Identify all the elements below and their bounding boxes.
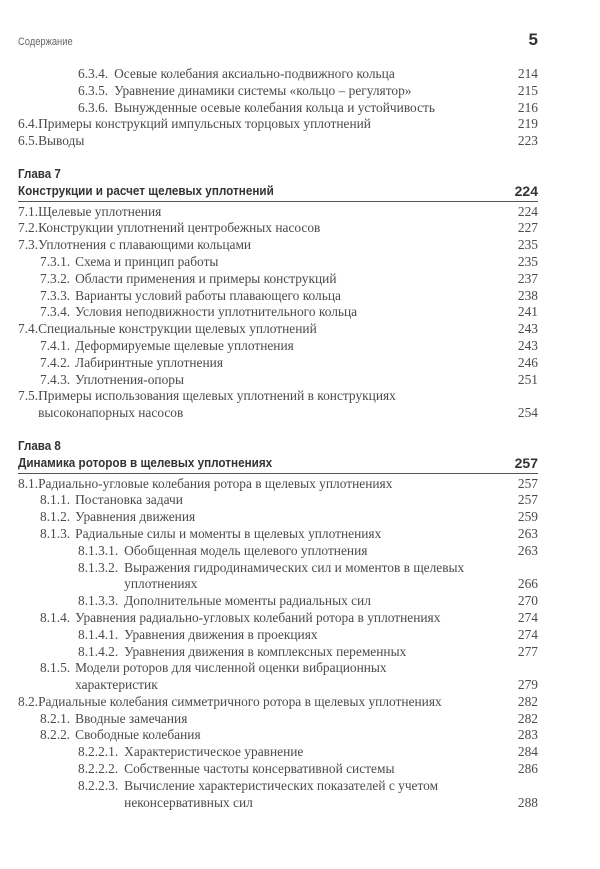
entry-page: 257: [517, 475, 538, 491]
entry-title-wrap: [18, 83, 498, 100]
toc-entry[interactable]: [18, 660, 538, 694]
entry-title: Собственные частоты консервативной системы: [124, 761, 395, 777]
entry-title-wrap: [18, 761, 498, 778]
entry-page: 223: [517, 133, 538, 149]
toc-entry[interactable]: [18, 610, 538, 627]
toc-entry[interactable]: [18, 526, 538, 543]
entry-title: Специальные конструкции щелевых уплотнений: [38, 321, 317, 337]
toc-entry[interactable]: [18, 560, 538, 594]
entry-page: 283: [517, 727, 538, 743]
toc-entry[interactable]: [18, 271, 538, 288]
entry-number: 8.1.4.2.: [78, 643, 119, 659]
entry-title-wrap: [18, 610, 498, 627]
entry-title: Уравнения движения в проекциях: [124, 626, 318, 642]
entry-title-wrap: [18, 133, 498, 150]
entry-title-wrap: [18, 644, 498, 661]
entry-page: 216: [517, 99, 538, 115]
entry-title-wrap: [18, 204, 498, 221]
entry-number: 8.2.1.: [40, 710, 71, 726]
toc-entry[interactable]: [18, 83, 538, 100]
toc-entry[interactable]: [18, 304, 538, 321]
entry-title: Вводные замечания: [75, 710, 188, 726]
entry-title-wrap: [18, 388, 498, 422]
entry-page: 241: [517, 304, 538, 320]
entry-page: 238: [517, 287, 538, 303]
entry-number: 6.3.4.: [78, 66, 109, 81]
entry-number: 7.4.: [18, 321, 39, 337]
entry-title-wrap: [18, 694, 498, 711]
chapter-label: Глава 8: [18, 438, 61, 453]
entry-number: 8.1.3.1.: [78, 542, 119, 558]
entry-title: Свободные колебания: [75, 727, 201, 743]
entry-number: 8.1.4.: [40, 609, 71, 625]
toc-entry[interactable]: [18, 509, 538, 526]
entry-number: 6.3.6.: [78, 99, 109, 115]
entry-title: Схема и принцип работы: [75, 253, 219, 269]
entry-title: Уравнения движения: [75, 509, 196, 525]
toc-entry[interactable]: [18, 237, 538, 254]
entry-title: Условия неподвижности уплотнительного кольца: [75, 304, 358, 320]
entry-title-wrap: [18, 338, 498, 355]
entry-page: 282: [517, 710, 538, 726]
entry-page: 266: [517, 576, 538, 592]
entry-number: 7.4.1.: [40, 337, 71, 353]
page-number: 5: [528, 30, 538, 49]
entry-number: 7.3.2.: [40, 270, 71, 286]
entry-number: 6.3.5.: [78, 82, 109, 98]
entry-page: 274: [517, 609, 538, 625]
entry-title-wrap: [18, 509, 498, 526]
toc-entry[interactable]: [18, 133, 538, 150]
entry-title-wrap: [18, 526, 498, 543]
entry-title-wrap: [18, 321, 498, 338]
entry-title-wrap: [18, 372, 498, 389]
toc-entry[interactable]: [18, 220, 538, 237]
entry-title: Уравнение динамики системы «кольцо – регулятор»: [114, 82, 412, 98]
toc-entry[interactable]: [18, 388, 538, 422]
entry-page: 257: [517, 492, 538, 508]
entry-number: 8.1.3.: [40, 525, 71, 541]
entry-number: 7.2.: [18, 220, 39, 236]
entry-title: Уравнения радиально-угловых колебаний ротора в уплотнениях: [75, 609, 441, 625]
entry-number: 7.3.4.: [40, 304, 71, 320]
entry-page: 227: [517, 220, 538, 236]
entry-title: Радиальные колебания симметричного ротора в щелевых уплотнениях: [38, 693, 442, 709]
entry-page: 254: [517, 405, 538, 421]
entry-title: Конструкции уплотнений центробежных насосов: [38, 220, 321, 236]
toc-entry[interactable]: [18, 66, 538, 83]
toc-entry[interactable]: [18, 593, 538, 610]
entry-title: Радиально-угловые колебания ротора в щелевых уплотнениях: [38, 475, 393, 491]
chapter-title: Динамика роторов в щелевых уплотнениях: [18, 454, 273, 470]
entry-title-wrap: [18, 355, 498, 372]
toc-entry[interactable]: [18, 100, 538, 117]
entry-title: Примеры использования щелевых уплотнений в конструкциях высоконапорных насосов: [38, 388, 396, 421]
entry-title-wrap: [18, 727, 498, 744]
entry-title: Области применения и примеры конструкций: [75, 270, 337, 286]
entry-number: 7.4.3.: [40, 371, 71, 387]
entry-title: Варианты условий работы плавающего кольца: [75, 287, 341, 303]
entry-number: 8.1.2.: [40, 509, 71, 525]
toc-entry[interactable]: [18, 644, 538, 661]
entry-page: 235: [517, 253, 538, 269]
entry-title: Уплотнения с плавающими кольцами: [38, 237, 252, 253]
entry-page: 288: [517, 794, 538, 810]
entry-page: 274: [517, 626, 538, 642]
toc-entry[interactable]: [18, 694, 538, 711]
entry-number: 8.1.5.: [40, 660, 71, 676]
entry-title: Вычисление характеристических показателей с учетом неконсервативных сил: [124, 777, 439, 810]
entry-page: 224: [517, 203, 538, 219]
chapter-page: 224: [514, 182, 538, 199]
entry-title-wrap: [18, 116, 498, 133]
entry-title: Уравнения движения в комплексных переменных: [124, 643, 407, 659]
entry-title-wrap: [18, 237, 498, 254]
entry-page: 214: [517, 66, 538, 81]
entry-number: 7.3.1.: [40, 253, 71, 269]
entry-title-wrap: [18, 627, 498, 644]
entry-page: 243: [517, 337, 538, 353]
entry-page: 279: [517, 677, 538, 693]
entry-number: 8.2.2.: [40, 727, 71, 743]
entry-title-wrap: [18, 304, 498, 321]
entry-title-wrap: [18, 744, 498, 761]
entry-title-wrap: [18, 711, 498, 728]
entry-page: 263: [517, 542, 538, 558]
entry-title-wrap: [18, 660, 498, 694]
toc-entry[interactable]: [18, 761, 538, 778]
toc-entry[interactable]: [18, 711, 538, 728]
entry-title-wrap: [18, 288, 498, 305]
entry-title-wrap: [18, 271, 498, 288]
chapter-title-row: [18, 183, 538, 202]
entry-title-wrap: [18, 476, 498, 493]
entry-title: Лабиринтные уплотнения: [75, 354, 223, 370]
toc-entry[interactable]: [18, 204, 538, 221]
entry-page: 282: [517, 693, 538, 709]
entry-number: 6.4.: [18, 116, 39, 132]
toc-entry[interactable]: [18, 744, 538, 761]
toc-entry[interactable]: [18, 372, 538, 389]
entry-page: 243: [517, 321, 538, 337]
entry-page: 246: [517, 354, 538, 370]
entry-title: Примеры конструкций импульсных торцовых уплотнений: [38, 116, 371, 132]
entry-title: Выражения гидродинамических сил и моментов в щелевых уплотнениях: [124, 559, 465, 592]
chapter-page: 257: [514, 454, 538, 471]
toc-entry[interactable]: [18, 338, 538, 355]
entry-number: 8.2.2.3.: [78, 777, 119, 793]
entry-number: 8.2.2.2.: [78, 761, 119, 777]
entry-page: 237: [517, 270, 538, 286]
entry-number: 8.1.4.1.: [78, 626, 119, 642]
entry-title: Выводы: [38, 133, 85, 149]
entry-page: 235: [517, 237, 538, 253]
toc-entry[interactable]: [18, 492, 538, 509]
toc-entry[interactable]: [18, 727, 538, 744]
chapter-title: Конструкции и расчет щелевых уплотнений: [18, 182, 274, 198]
entry-page: 270: [517, 593, 538, 609]
entry-page: 219: [517, 116, 538, 132]
entry-page: 259: [517, 509, 538, 525]
entry-number: 8.2.: [18, 693, 39, 709]
toc-entry[interactable]: [18, 627, 538, 644]
entry-title: Обобщенная модель щелевого уплотнения: [124, 542, 368, 558]
toc-entry[interactable]: [18, 321, 538, 338]
entry-number: 8.1.1.: [40, 492, 71, 508]
entry-page: 215: [517, 82, 538, 98]
table-of-contents: [18, 66, 538, 811]
entry-title: Радиальные силы и моменты в щелевых уплотнениях: [75, 525, 382, 541]
toc-entry[interactable]: [18, 476, 538, 493]
chapter-label: Глава 7: [18, 166, 61, 181]
entry-title: Деформируемые щелевые уплотнения: [75, 337, 294, 353]
entry-title: Модели роторов для численной оценки вибрационных характеристик: [75, 660, 387, 693]
entry-number: 6.5.: [18, 133, 39, 149]
entry-title: Уплотнения-опоры: [75, 371, 184, 387]
entry-number: 7.5.: [18, 388, 39, 404]
entry-page: 263: [517, 525, 538, 541]
entry-number: 8.1.3.3.: [78, 593, 119, 609]
toc-entry[interactable]: [18, 355, 538, 372]
entry-page: 284: [517, 744, 538, 760]
toc-entry[interactable]: [18, 543, 538, 560]
entry-page: 277: [517, 643, 538, 659]
entry-title: Характеристическое уравнение: [124, 744, 304, 760]
entry-number: 7.4.2.: [40, 354, 71, 370]
running-title: Содержание: [18, 36, 73, 48]
entry-title: Постановка задачи: [75, 492, 183, 508]
entry-title-wrap: [18, 100, 498, 117]
page-header: [18, 30, 538, 50]
entry-title-wrap: [18, 492, 498, 509]
entry-number: 7.3.: [18, 237, 39, 253]
entry-title: Щелевые уплотнения: [38, 203, 162, 219]
entry-title-wrap: [18, 560, 498, 594]
entry-title-wrap: [18, 254, 498, 271]
entry-title-wrap: [18, 220, 498, 237]
entry-number: 7.1.: [18, 203, 39, 219]
toc-entry[interactable]: [18, 778, 538, 812]
entry-title: Осевые колебания аксиально-подвижного кольца: [114, 66, 395, 81]
entry-title-wrap: [18, 778, 498, 812]
toc-entry[interactable]: [18, 288, 538, 305]
toc-entry[interactable]: [18, 254, 538, 271]
entry-title: Вынужденные осевые колебания кольца и устойчивость: [114, 99, 435, 115]
entry-title-wrap: [18, 593, 498, 610]
entry-title: Дополнительные моменты радиальных сил: [124, 593, 371, 609]
toc-entry[interactable]: [18, 116, 538, 133]
entry-number: 8.1.3.2.: [78, 559, 119, 575]
entry-title-wrap: [18, 66, 498, 83]
entry-number: 7.3.3.: [40, 287, 71, 303]
entry-page: 286: [517, 761, 538, 777]
entry-page: 251: [517, 371, 538, 387]
chapter-title-row: [18, 455, 538, 474]
entry-number: 8.1.: [18, 475, 39, 491]
entry-title-wrap: [18, 543, 498, 560]
entry-number: 8.2.2.1.: [78, 744, 119, 760]
